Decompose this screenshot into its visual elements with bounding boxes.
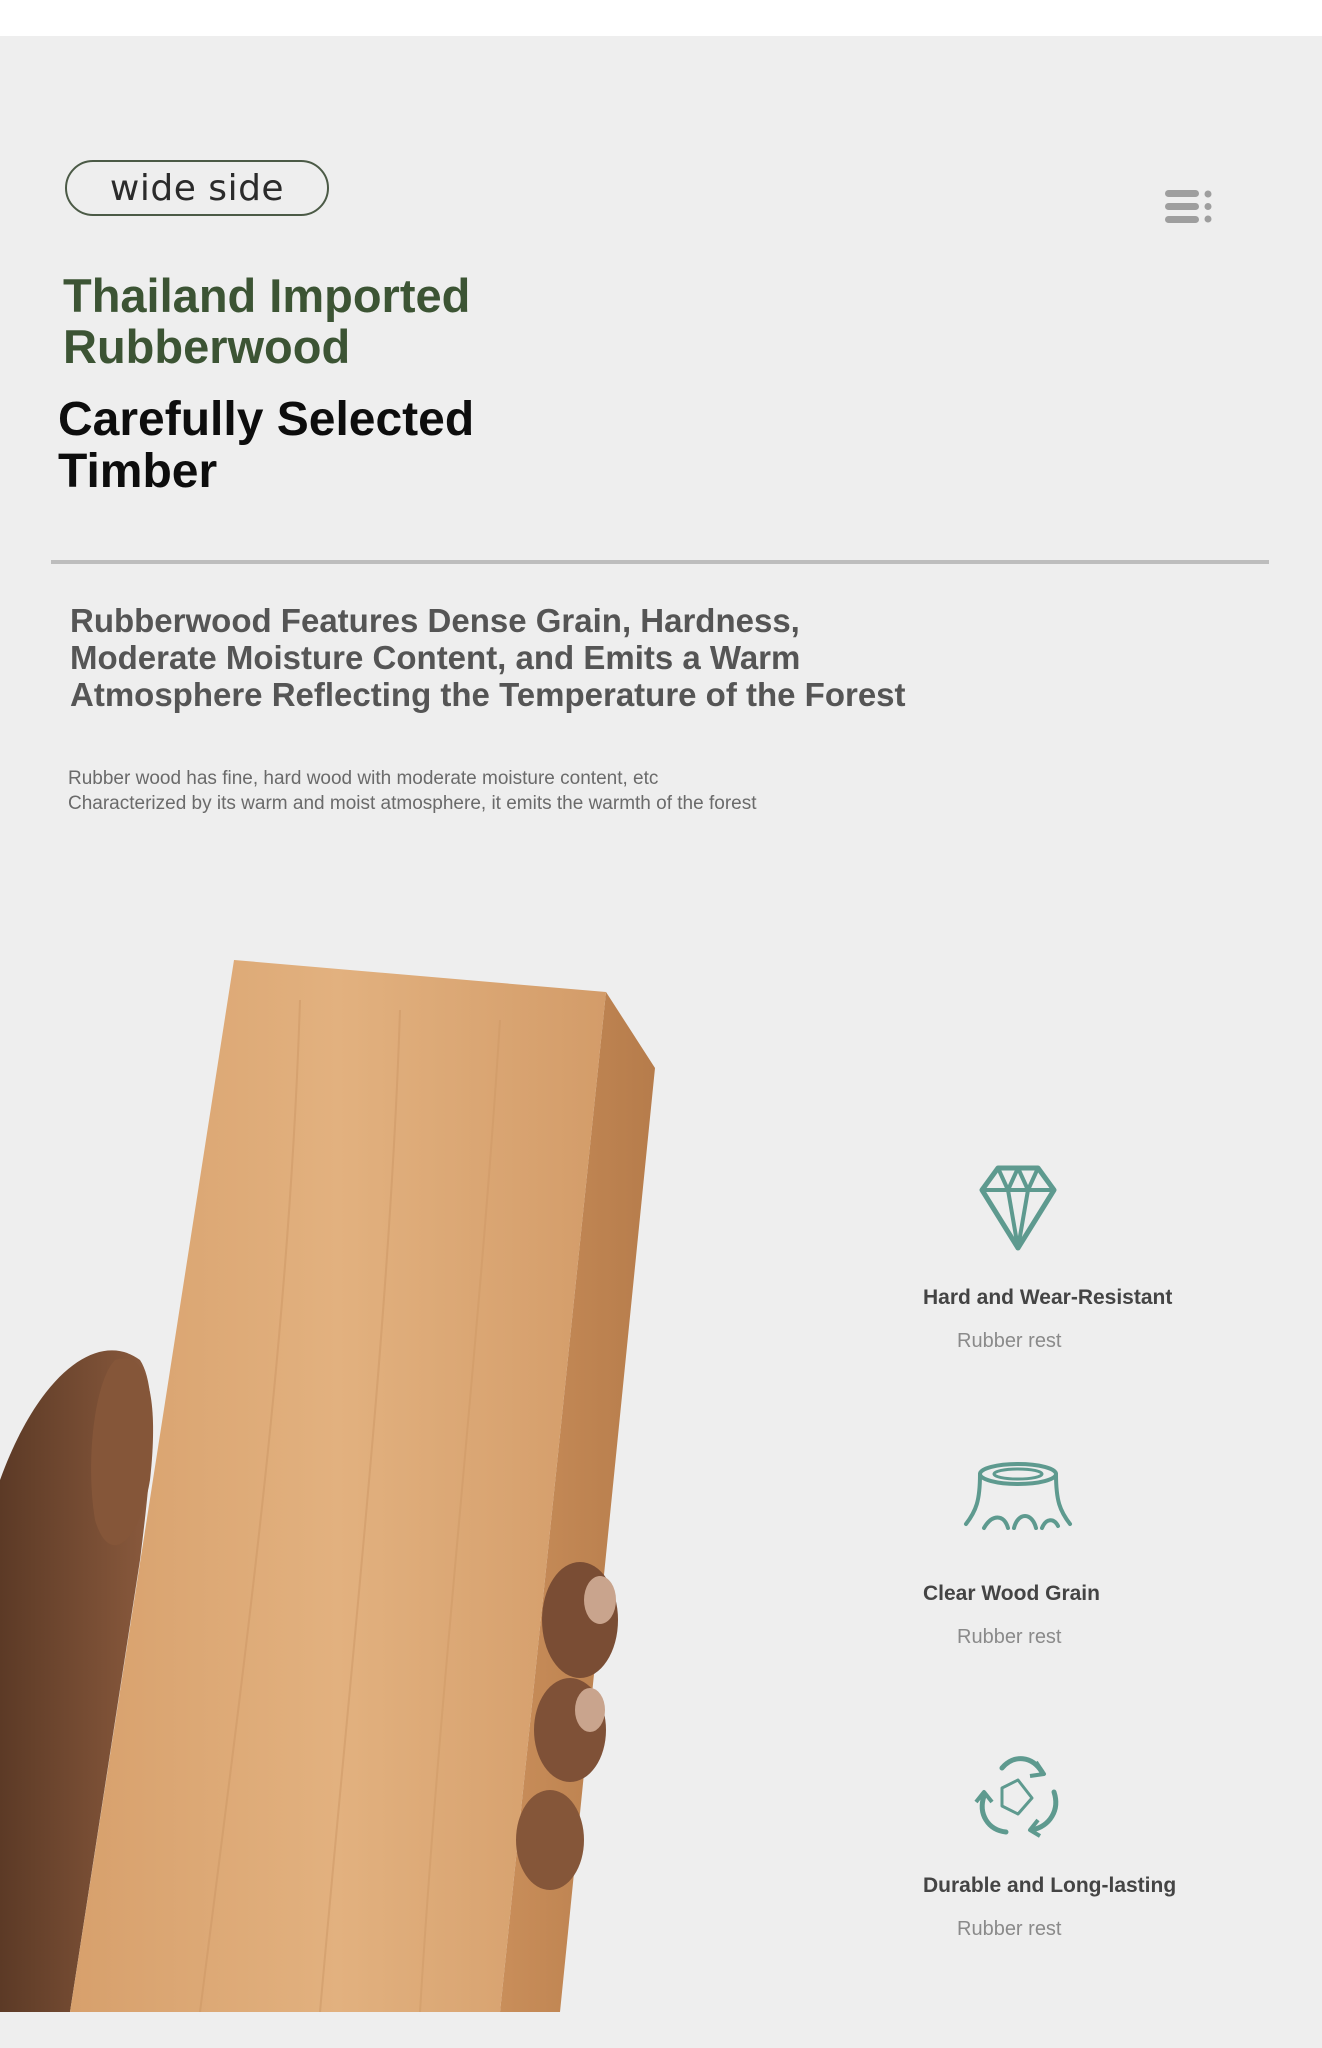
feature-subtitle: Rubber rest — [957, 1330, 1062, 1352]
tree-stump-icon — [962, 1456, 1074, 1556]
diamond-icon — [962, 1160, 1074, 1260]
feature-title: Hard and Wear-Resistant — [923, 1286, 1173, 1309]
recycle-icon — [962, 1748, 1074, 1848]
headline-green-line-1: Thailand Imported — [63, 269, 471, 322]
feature-title: Durable and Long-lasting — [923, 1874, 1177, 1897]
headline-black-line-2: Timber — [58, 445, 218, 498]
wide-side-badge: wide side — [65, 160, 329, 216]
feature-title: Clear Wood Grain — [923, 1582, 1100, 1605]
feature-subtitle: Rubber rest — [957, 1918, 1062, 1940]
subheading-line-3: Atmosphere Reflecting the Temperature of the Forest — [70, 676, 906, 713]
feature-subtitle: Rubber rest — [957, 1626, 1062, 1648]
headline-green — [63, 270, 623, 372]
headline-black-line-1: Carefully Selected — [58, 393, 475, 446]
description-line-1: Rubber wood has fine, hard wood with moderate moisture content, etc — [68, 768, 659, 789]
description-line-2: Characterized by its warm and moist atmosphere, it emits the warmth of the forest — [68, 793, 757, 814]
headline-black — [58, 394, 618, 498]
subheading-line-1: Rubberwood Features Dense Grain, Hardness, — [70, 602, 800, 639]
subheading-line-2: Moderate Moisture Content, and Emits a Warm — [70, 639, 801, 676]
headline-green-line-2: Rubberwood — [63, 320, 351, 373]
description — [68, 766, 968, 816]
subheading — [70, 602, 970, 713]
wood-block-in-hand-image — [0, 920, 700, 2012]
section-divider — [51, 560, 1269, 564]
menu-icon[interactable] — [1163, 186, 1215, 230]
